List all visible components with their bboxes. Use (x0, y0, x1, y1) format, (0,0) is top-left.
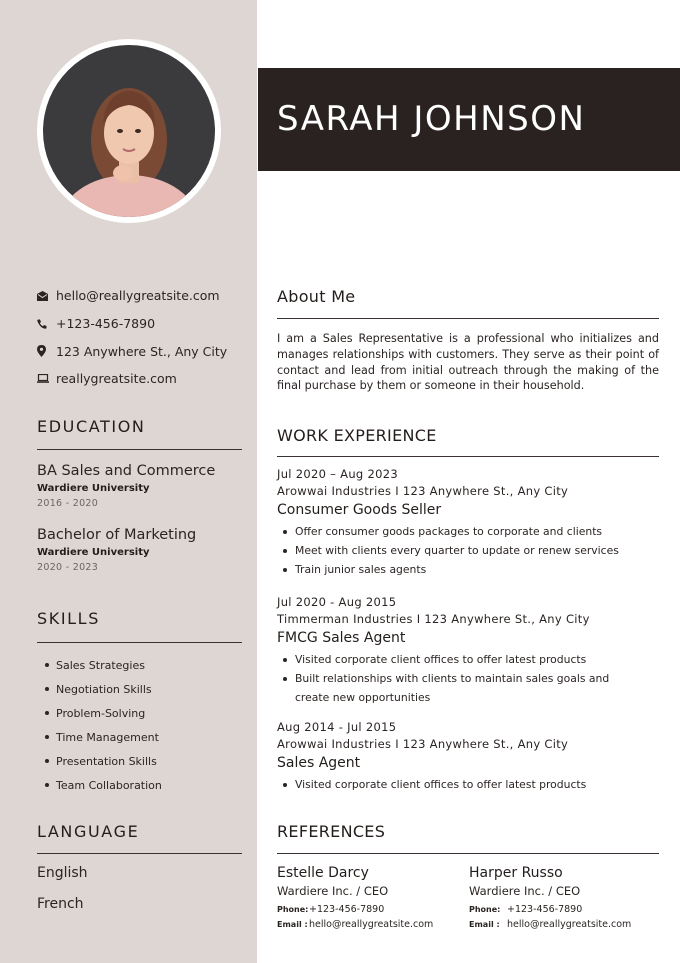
website-text: reallygreatsite.com (56, 371, 177, 387)
bullet-icon (283, 783, 287, 787)
skill-item (45, 773, 162, 797)
email-label: Email : (469, 920, 500, 929)
education-degree: Bachelor of Marketing (37, 527, 197, 543)
references-heading: REFERENCES (277, 822, 386, 841)
education-years: 2020 - 2023 (37, 562, 99, 573)
skill-label: Presentation Skills (56, 754, 157, 768)
reference-card (469, 865, 659, 930)
language-heading: LANGUAGE (37, 822, 140, 841)
email-value: hello@reallygreatsite.com (507, 919, 632, 930)
reference-phone[interactable] (469, 904, 659, 915)
reference-email[interactable] (469, 919, 659, 930)
contact-website[interactable] (37, 365, 247, 393)
job-bullet-text: Visited corporate client offices to offer latest products (295, 778, 587, 791)
reference-role: Wardiere Inc. / CEO (469, 884, 581, 898)
job-company: Arowwai Industries I 123 Anywhere St., Any City (277, 737, 569, 751)
skills-divider (37, 642, 242, 643)
job-entry (277, 595, 667, 707)
skill-item (45, 701, 162, 725)
phone-icon (37, 319, 55, 329)
about-text: I am a Sales Representative is a professional who initializes and manages relationships with customers. They serve as their point of contact and lead from initial outreach through the making of the final purchase by them or someone in their household. (277, 332, 659, 393)
education-item (37, 527, 196, 573)
education-divider (37, 449, 242, 450)
phone-value: +123-456-7890 (507, 904, 583, 915)
laptop-icon (37, 374, 55, 383)
job-bullet-text: Visited corporate client offices to offer latest products (295, 653, 587, 666)
job-bullets (277, 522, 667, 579)
skills-list (45, 653, 162, 797)
about-heading: About Me (277, 287, 356, 306)
job-company: Timmerman Industries I 123 Anywhere St., Any City (277, 612, 590, 626)
name-banner (258, 68, 680, 171)
skill-label: Time Management (56, 730, 159, 744)
about-divider (277, 318, 659, 319)
bullet-icon (283, 677, 287, 681)
skill-label: Sales Strategies (56, 658, 145, 672)
phone-label: Phone: (277, 905, 309, 914)
education-item (37, 463, 215, 509)
job-bullet (277, 650, 667, 669)
job-bullet (277, 541, 667, 560)
contact-address (37, 337, 247, 365)
contact-phone[interactable] (37, 310, 247, 338)
skill-item (45, 653, 162, 677)
job-entry (277, 720, 667, 794)
language-item: French (37, 896, 84, 912)
skill-label: Negotiation Skills (56, 682, 152, 696)
bullet-icon (45, 687, 49, 691)
job-bullet (277, 669, 667, 707)
phone-label: Phone: (469, 905, 501, 914)
bullet-icon (283, 530, 287, 534)
bullet-icon (45, 711, 49, 715)
job-bullet-text: Offer consumer goods packages to corporate and clients (295, 525, 603, 538)
job-bullets (277, 775, 667, 794)
bullet-icon (283, 568, 287, 572)
language-item: English (37, 865, 88, 881)
reference-card (277, 865, 467, 930)
bullet-icon (45, 759, 49, 763)
job-bullet (277, 775, 667, 794)
job-title: Consumer Goods Seller (277, 502, 442, 518)
education-years: 2016 - 2020 (37, 498, 99, 509)
job-dates: Jul 2020 - Aug 2015 (277, 595, 397, 609)
bullet-icon (283, 658, 287, 662)
email-label: Email : (277, 920, 308, 929)
email-value: hello@reallygreatsite.com (309, 919, 434, 930)
profile-photo (43, 45, 215, 217)
location-pin-icon (37, 345, 55, 357)
reference-phone[interactable] (277, 904, 467, 915)
profile-photo-frame (37, 39, 221, 223)
bullet-icon (283, 549, 287, 553)
skill-item (45, 749, 162, 773)
phone-text: +123-456-7890 (56, 316, 156, 332)
job-bullet-text: Built relationships with clients to maintain sales goals and create new opportunities (295, 672, 610, 704)
work-heading: WORK EXPERIENCE (277, 426, 437, 445)
reference-name: Estelle Darcy (277, 865, 369, 881)
education-school: Wardiere University (37, 547, 150, 558)
job-bullet (277, 522, 667, 541)
job-bullet-text: Meet with clients every quarter to update or renew services (295, 544, 619, 557)
sidebar (0, 0, 257, 963)
work-divider (277, 456, 659, 457)
education-school: Wardiere University (37, 483, 150, 494)
skill-label: Team Collaboration (56, 778, 162, 792)
bullet-icon (45, 735, 49, 739)
job-entry (277, 467, 667, 579)
bullet-icon (45, 783, 49, 787)
reference-role: Wardiere Inc. / CEO (277, 884, 389, 898)
email-text: hello@reallygreatsite.com (56, 288, 220, 304)
contact-list (37, 282, 247, 393)
job-bullets (277, 650, 667, 707)
reference-name: Harper Russo (469, 865, 563, 881)
address-text: 123 Anywhere St., Any City (56, 343, 228, 359)
contact-email[interactable] (37, 282, 247, 310)
job-company: Arowwai Industries I 123 Anywhere St., Any City (277, 484, 569, 498)
skill-item (45, 725, 162, 749)
job-dates: Jul 2020 – Aug 2023 (277, 467, 398, 481)
reference-email[interactable] (277, 919, 467, 930)
skills-heading: SKILLS (37, 609, 100, 628)
skill-label: Problem-Solving (56, 706, 146, 720)
job-bullet (277, 560, 667, 579)
job-bullet-text: Train junior sales agents (295, 563, 427, 576)
skill-item (45, 677, 162, 701)
education-degree: BA Sales and Commerce (37, 463, 216, 479)
phone-value: +123-456-7890 (309, 904, 385, 915)
job-title: Sales Agent (277, 755, 361, 771)
education-heading: EDUCATION (37, 417, 146, 436)
envelope-icon (37, 291, 55, 301)
language-divider (37, 853, 242, 854)
job-title: FMCG Sales Agent (277, 630, 406, 646)
job-dates: Aug 2014 - Jul 2015 (277, 720, 397, 734)
references-divider (277, 853, 659, 854)
bullet-icon (45, 663, 49, 667)
person-name: SARAH JOHNSON (277, 99, 586, 139)
